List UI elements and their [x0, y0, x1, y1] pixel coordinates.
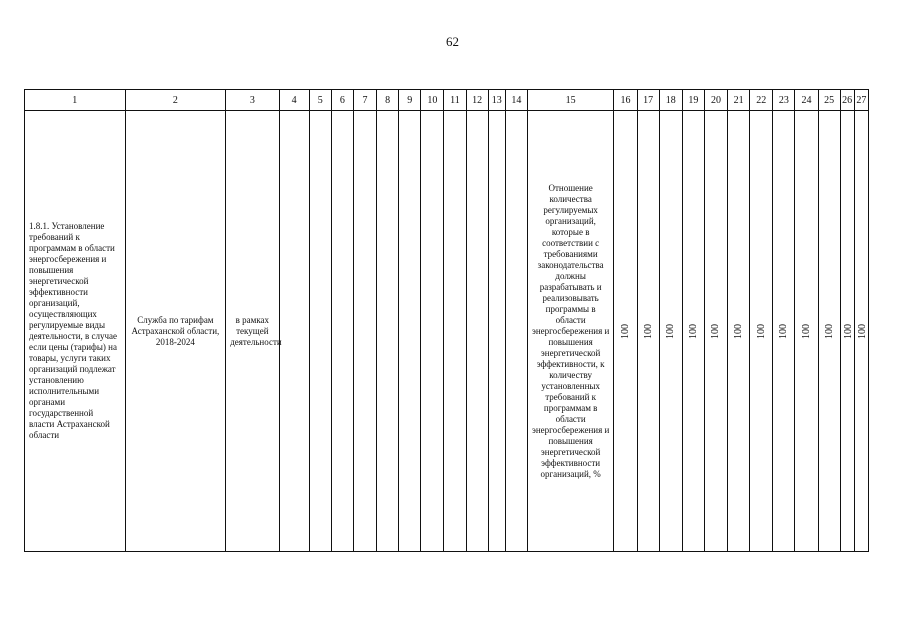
empty-cell [505, 111, 527, 552]
value-cell [854, 111, 868, 552]
col-header: 5 [309, 90, 331, 111]
col-header: 4 [279, 90, 309, 111]
header-row [25, 90, 869, 111]
funding-note: в рамках текущей деятельности [226, 111, 279, 552]
col-header: 27 [854, 90, 868, 111]
value-cell [795, 111, 818, 552]
col-header: 14 [505, 90, 527, 111]
indicator-value: 100 [710, 323, 722, 339]
empty-cell [444, 111, 466, 552]
measure-description: 1.8.1. Установление требований к программам в области энергосбережения и повышения энергетической эффективности организаций, осуществляющих регулируемые виды деятельности, в случае если цены (тарифы) на товары, услуги таких организаций подлежат установлению исполнительными органами государственной власти Астраханской области [25, 111, 126, 552]
value-cell [614, 111, 637, 552]
col-header: 21 [728, 90, 750, 111]
indicator-value: 100 [823, 323, 835, 339]
indicator-value: 100 [642, 323, 654, 339]
empty-cell [279, 111, 309, 552]
indicator-description: Отношение количества регулируемых организаций, которые в соответствии с требованиями законодательства должны разрабатывать и реализовывать программы в области энергосбережения и повышения энергетической эффективности, к количеству установленных требований к программам в области энергосбережения и повышения энергетической эффективности организаций, % [527, 111, 614, 552]
page-number: 62 [446, 34, 459, 49]
col-header: 23 [773, 90, 795, 111]
indicator-value: 100 [687, 323, 699, 339]
col-header: 1 [25, 90, 126, 111]
empty-cell [488, 111, 505, 552]
value-cell [682, 111, 704, 552]
indicator-value: 100 [619, 323, 631, 339]
empty-cell [309, 111, 331, 552]
empty-cell [331, 111, 353, 552]
col-header: 11 [444, 90, 466, 111]
col-header: 8 [377, 90, 399, 111]
value-cell [704, 111, 727, 552]
col-header: 13 [488, 90, 505, 111]
indicator-value: 100 [800, 323, 812, 339]
value-cell [659, 111, 682, 552]
col-header: 24 [795, 90, 818, 111]
empty-cell [466, 111, 488, 552]
col-header: 26 [840, 90, 854, 111]
value-cell [750, 111, 773, 552]
col-header: 19 [682, 90, 704, 111]
col-header: 16 [614, 90, 637, 111]
empty-cell [421, 111, 444, 552]
responsible-executor: Служба по тарифам Астраханской области, 2018-2024 [125, 111, 226, 552]
col-header: 18 [659, 90, 682, 111]
col-header: 3 [226, 90, 279, 111]
empty-cell [353, 111, 376, 552]
indicator-value: 100 [842, 323, 854, 339]
indicator-value: 100 [665, 323, 677, 339]
program-table [24, 89, 869, 552]
col-header: 7 [353, 90, 376, 111]
value-cell [818, 111, 840, 552]
empty-cell [399, 111, 421, 552]
indicator-value: 100 [733, 323, 745, 339]
indicator-value: 100 [755, 323, 767, 339]
col-header: 9 [399, 90, 421, 111]
col-header: 17 [637, 90, 659, 111]
value-cell [840, 111, 854, 552]
value-cell [728, 111, 750, 552]
value-cell [637, 111, 659, 552]
col-header: 15 [527, 90, 614, 111]
col-header: 20 [704, 90, 727, 111]
col-header: 10 [421, 90, 444, 111]
value-cell [773, 111, 795, 552]
table-row [25, 111, 869, 552]
indicator-value: 100 [856, 323, 868, 339]
col-header: 25 [818, 90, 840, 111]
col-header: 2 [125, 90, 226, 111]
col-header: 6 [331, 90, 353, 111]
empty-cell [377, 111, 399, 552]
indicator-value: 100 [778, 323, 790, 339]
col-header: 22 [750, 90, 773, 111]
col-header: 12 [466, 90, 488, 111]
